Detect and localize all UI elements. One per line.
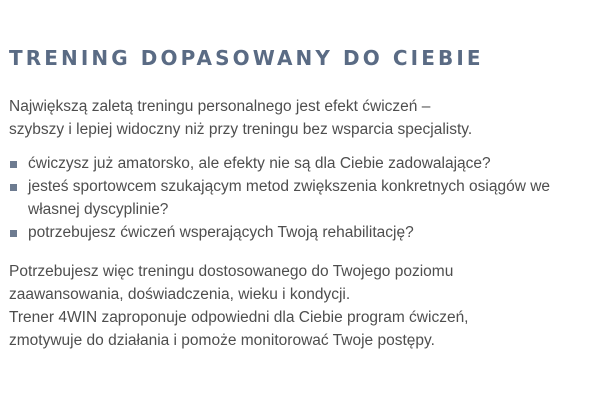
list-item-text: jesteś sportowcem szukającym metod zwiększenia konkretnych osiągów we własnej dyscyplinie? [28, 178, 551, 218]
intro-line: Największą zaletą treningu personalnego jest efekt ćwiczeń – [9, 98, 431, 115]
square-bullet-icon [10, 184, 17, 191]
list-item [9, 175, 599, 221]
outro-line: zmotywuje do działania i pomoże monitorować Twoje postępy. [9, 332, 435, 349]
list-item [9, 221, 599, 244]
list-item-text: potrzebujesz ćwiczeń wsperających Twoją rehabilitację? [28, 224, 414, 241]
square-bullet-icon [10, 230, 17, 237]
list-item-text: ćwiczysz już amatorsko, ale efekty nie są dla Ciebie zadowalające? [28, 155, 491, 172]
list-item [9, 152, 599, 175]
outro-line: Trener 4WIN zaproponuje odpowiedni dla Ciebie program ćwiczeń, [9, 309, 469, 326]
benefits-list [9, 152, 599, 244]
outro-line: zaawansowania, doświadczenia, wieku i kondycji. [9, 286, 351, 303]
outro-paragraph [9, 260, 599, 352]
square-bullet-icon [10, 161, 17, 168]
intro-paragraph [9, 95, 599, 141]
section-heading: TRENING DOPASOWANY DO CIEBIE [9, 46, 484, 70]
intro-line: szybszy i lepiej widoczny niż przy treningu bez wsparcia specjalisty. [9, 121, 473, 138]
outro-line: Potrzebujesz więc treningu dostosowanego do Twojego poziomu [9, 263, 454, 280]
